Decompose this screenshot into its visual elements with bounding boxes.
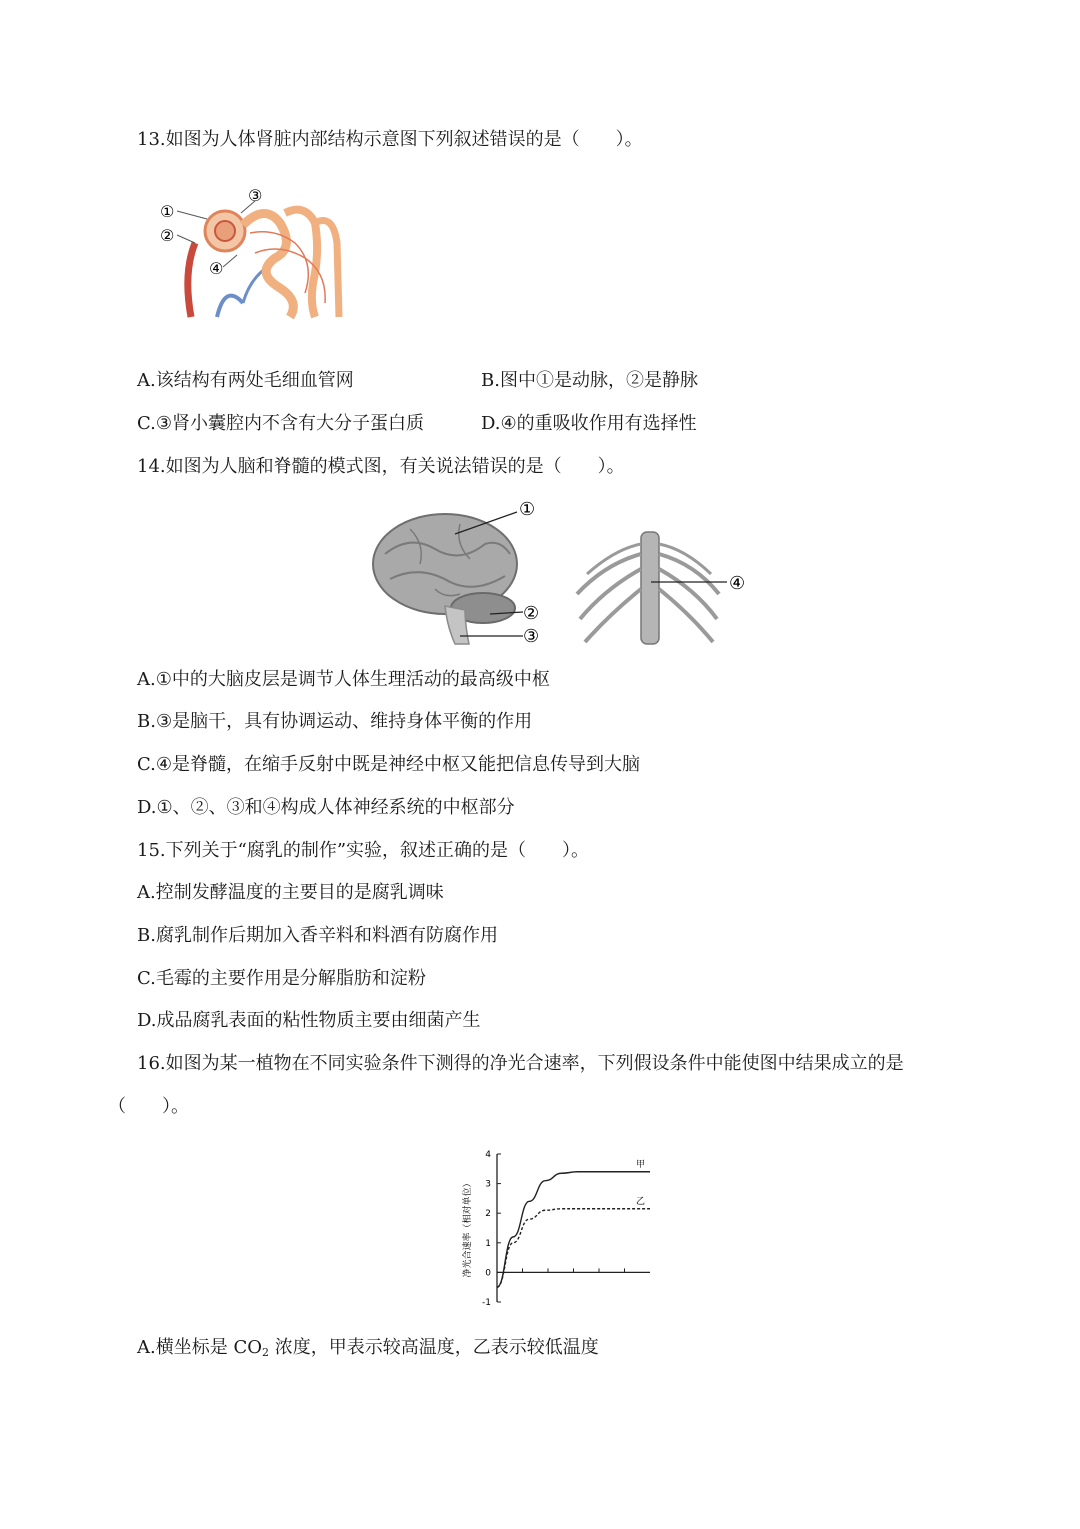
- label-2: ②: [160, 226, 175, 245]
- label-4: ④: [729, 573, 746, 594]
- q15-stem: 15.下列关于“腐乳的制作”实验，叙述正确的是（ ）。: [137, 840, 590, 861]
- net-photosynthesis-chart: [455, 1140, 660, 1315]
- q14-stem: 14.如图为人脑和脊髓的模式图，有关说法错误的是（ ）。: [137, 456, 625, 477]
- label-3: ③: [248, 186, 263, 205]
- series-line-yi: [497, 1209, 650, 1287]
- vein-vessel: [217, 296, 243, 317]
- label-1: ①: [519, 499, 536, 520]
- artery-vessel: [188, 243, 195, 317]
- q13-stem: 13.如图为人体肾脏内部结构示意图下列叙述错误的是（ ）。: [137, 129, 643, 150]
- q15-option-d: D.成品腐乳表面的粘性物质主要由细菌产生: [137, 1010, 481, 1031]
- y-tick-label: 1: [485, 1238, 491, 1249]
- q16-option-a: A.横坐标是 $CO_2$ 浓度，甲表示较高温度，乙表示较低温度: [137, 1337, 599, 1359]
- brain-spinal-cord-figure: [365, 494, 755, 650]
- label-3: ③: [523, 626, 540, 647]
- label-1: ①: [160, 202, 175, 221]
- legend-label-yi: 乙: [636, 1196, 646, 1207]
- q14-option-a: A.①中的大脑皮层是调节人体生理活动的最高级中枢: [137, 669, 550, 690]
- y-tick-label: -1: [482, 1298, 491, 1308]
- label-4: ④: [209, 259, 224, 278]
- q15-option-a: A.控制发酵温度的主要目的是腐乳调味: [137, 882, 444, 903]
- legend-label-jia: 甲: [636, 1159, 646, 1170]
- q15-option-c: C.毛霉的主要作用是分解脂肪和淀粉: [137, 968, 426, 989]
- glomerulus: [215, 221, 235, 241]
- kidney-nephron-figure: [155, 183, 350, 323]
- spinal-cord: [641, 532, 659, 644]
- q14-option-d: D.①、②、③和④构成人体神经系统的中枢部分: [137, 797, 515, 818]
- q16-stem-line1: 16.如图为某一植物在不同实验条件下测得的净光合速率，下列假设条件中能使图中结果成立的是: [137, 1053, 904, 1074]
- q14-option-c: C.④是脊髓，在缩手反射中既是神经中枢又能把信息传导到大脑: [137, 754, 640, 775]
- q16-stem-line2: （ ）。: [108, 1096, 189, 1117]
- y-tick-label: 0: [485, 1268, 491, 1279]
- label-2: ②: [523, 603, 540, 624]
- q13-option-d: D.④的重吸收作用有选择性: [481, 413, 697, 434]
- chart-ylabel: 净光合速率（相对单位）: [463, 1178, 473, 1278]
- renal-tubule: [243, 213, 293, 317]
- y-tick-label: 2: [485, 1209, 491, 1220]
- q15-option-b: B.腐乳制作后期加入香辛料和料酒有防腐作用: [137, 925, 498, 946]
- y-tick-label: 3: [485, 1179, 491, 1190]
- y-tick-label: 4: [485, 1150, 491, 1160]
- brainstem: [445, 606, 469, 644]
- q13-option-c: C.③肾小囊腔内不含有大分子蛋白质: [137, 413, 424, 434]
- q14-option-b: B.③是脑干，具有协调运动、维持身体平衡的作用: [137, 711, 533, 732]
- q13-option-b: B.图中①是动脉，②是静脉: [481, 370, 698, 391]
- q13-option-a: A.该结构有两处毛细血管网: [137, 370, 354, 391]
